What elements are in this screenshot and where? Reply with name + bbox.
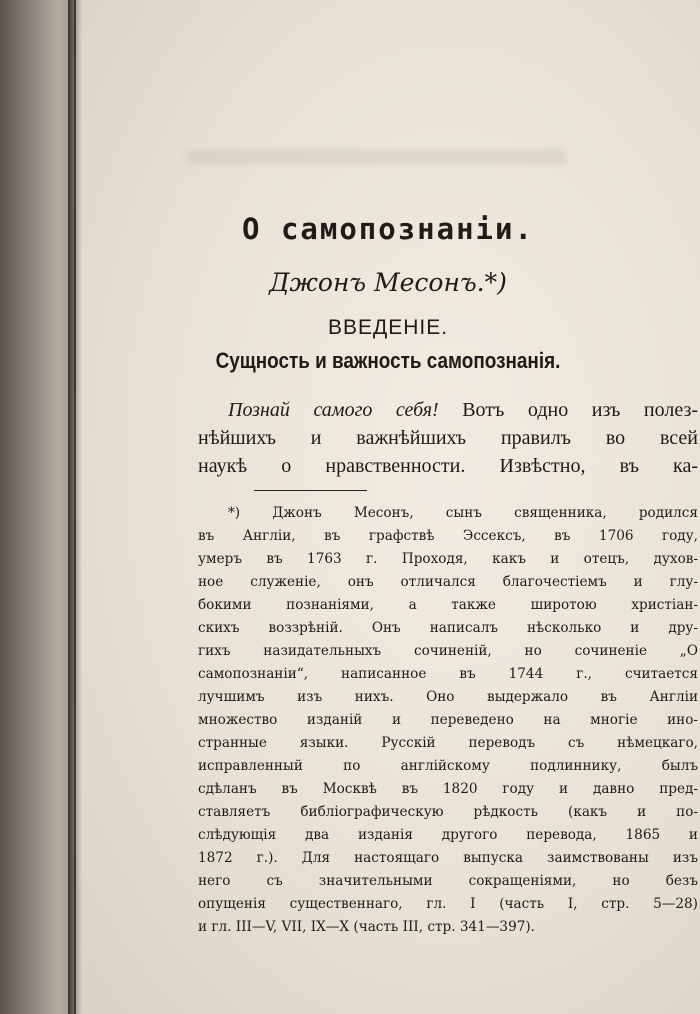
body-line-3: наукѣ о нравственности. Извѣстно, въ ка- xyxy=(198,455,698,477)
footnote-line: сдѣланъ въ Москвѣ въ 1820 году и давно пред- xyxy=(198,781,698,797)
footnote-line: ное служеніе, онъ отличался благочестіемъ и глу- xyxy=(198,574,698,590)
body-line-2: нѣйшихъ и важнѣйшихъ правилъ во всей xyxy=(198,427,698,449)
footnote-line: и гл. III—V, VII, IX—X (часть III, стр. 341—397). xyxy=(198,919,535,935)
footnote-line: множество изданій и переведено на многіе ино- xyxy=(198,712,698,728)
footnote-line: гихъ назидательныхъ сочиненій, но сочиненіе „О xyxy=(198,643,698,659)
book-page xyxy=(76,0,700,1014)
footnote-line: него съ значительными сокращеніями, но безъ xyxy=(198,873,698,889)
footnote-line: лучшимъ изъ нихъ. Оно выдержало въ Англіи xyxy=(198,689,698,705)
footnote-line: въ Англіи, въ графствѣ Эссексъ, въ 1706 году, xyxy=(198,528,698,544)
body-paragraph xyxy=(198,396,698,480)
bleed-through-shadow xyxy=(186,150,566,164)
footnote-line: *) Джонъ Месонъ, сынъ священника, родился xyxy=(228,505,698,521)
footnote-line: бокими познаніями, а также широтою христіан- xyxy=(198,597,698,613)
chapter-title: О самопознаніи. xyxy=(242,212,534,246)
footnote-line: умеръ въ 1763 г. Проходя, какъ и отецъ, духов- xyxy=(198,551,698,567)
book-gutter-shadow xyxy=(68,0,82,1014)
footnote-line: странные языки. Русскій переводъ съ нѣмецкаго, xyxy=(198,735,698,751)
section-heading: ВВЕДЕНІЕ. xyxy=(327,316,449,339)
footnote-divider xyxy=(254,490,367,491)
footnote-line: опущенія существеннаго, гл. I (часть I, стр. 5—28) xyxy=(198,896,698,912)
author-name: Джонъ Месонъ.*) xyxy=(269,268,507,297)
body-line-1 xyxy=(198,396,698,424)
section-subtitle: Сущность и важность самопознанія. xyxy=(215,348,561,373)
footnote-line: исправленный по англійскому подлиннику, былъ xyxy=(198,758,698,774)
footnote-line: слѣдующія два изданія другого перевода, 1865 и xyxy=(198,827,698,843)
footnote xyxy=(198,502,698,939)
lead-phrase: Познай самого себя! xyxy=(228,399,439,421)
footnote-line: 1872 г.). Для настоящаго выпуска заимствованы изъ xyxy=(198,850,698,866)
facing-page-edge xyxy=(0,0,74,1014)
body-line-1-rest: Вотъ одно изъ полез- xyxy=(438,399,699,421)
footnote-line: ставляетъ библіографическую рѣдкость (какъ и по- xyxy=(198,804,698,820)
footnote-line: скихъ воззрѣній. Онъ написалъ нѣсколько и дру- xyxy=(198,620,698,636)
footnote-line: самопознаніи“, написанное въ 1744 г., считается xyxy=(198,666,698,682)
